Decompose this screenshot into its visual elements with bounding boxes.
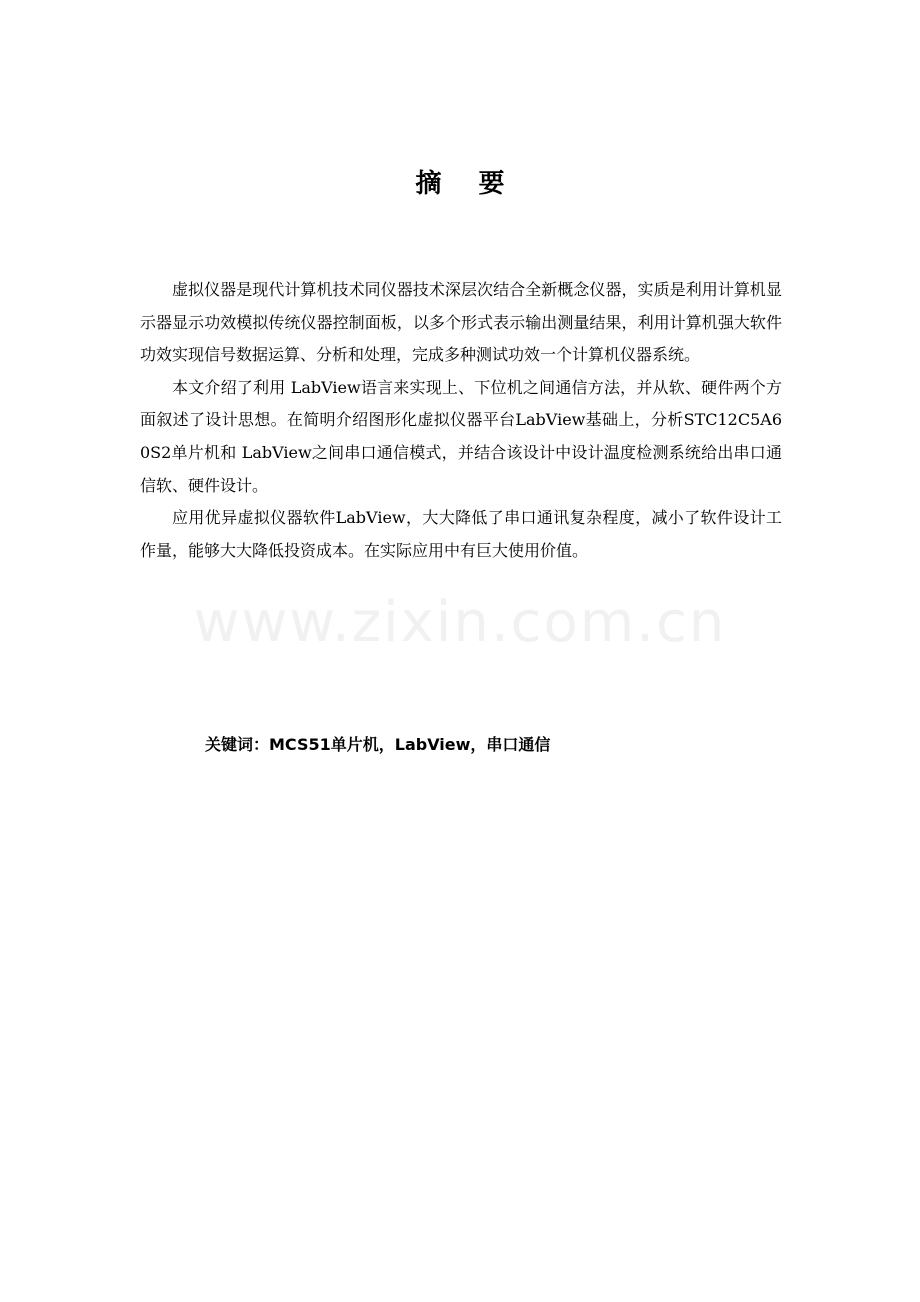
abstract-paragraph-1: 虚拟仪器是现代计算机技术同仪器技术深层次结合全新概念仪器，实质是利用计算机显示器显示功效模拟传统仪器控制面板，以多个形式表示输出测量结果，利用计算机强大软件功效实现信号数据运算、分析和处理，完成多种测试功效一个计算机仪器系统。: [140, 280, 782, 365]
abstract-paragraph-2: 本文介绍了利用 LabView语言来实现上、下位机之间通信方法，并从软、硬件两个方面叙述了设计思想。在简明介绍图形化虚拟仪器平台LabView基础上，分析STC12C5A60S2单片机和 LabView之间串口通信模式，并结合该设计中设计温度检测系统给出串口通信软、硬件设计。: [140, 377, 782, 495]
abstract-title: 摘 要: [415, 169, 519, 199]
abstract-body: [140, 274, 782, 567]
watermark: www.zixin.com.cn: [193, 590, 727, 655]
keywords-line: 关键词：MCS51单片机，LabView，串口通信: [205, 735, 551, 754]
abstract-paragraph-3: 应用优异虚拟仪器软件LabView，大大降低了串口通讯复杂程度，减小了软件设计工作量，能够大大降低投资成本。在实际应用中有巨大使用价值。: [140, 508, 782, 560]
